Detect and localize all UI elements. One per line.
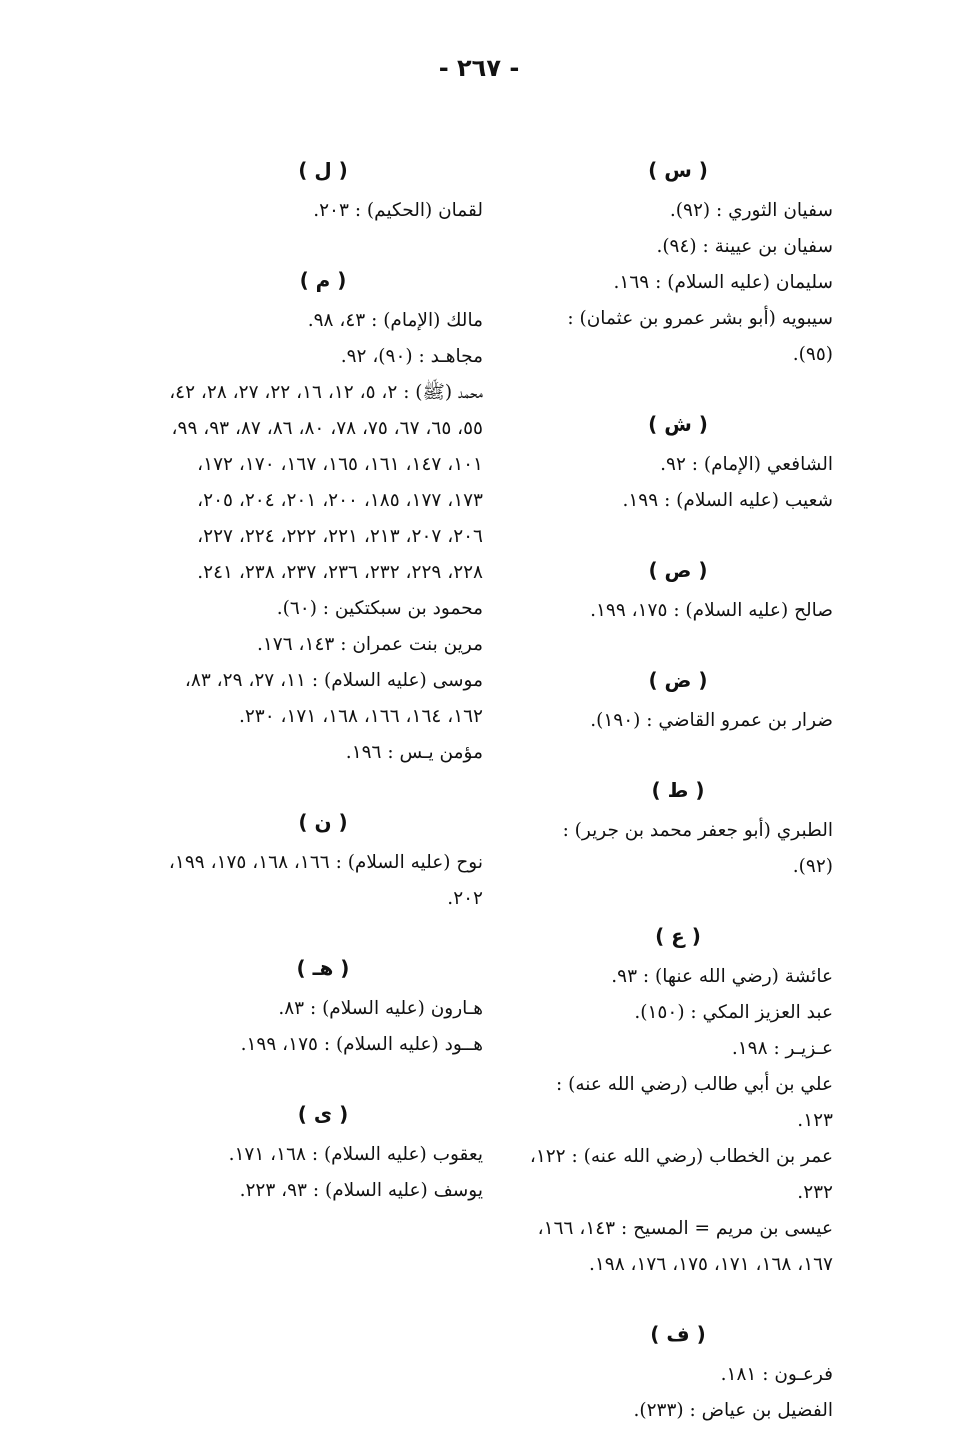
index-entry: علي بن أبي طالب (رضي الله عنه) : ١٢٣.	[556, 1074, 833, 1131]
section-letter-heading: ( ف )	[650, 1322, 706, 1346]
section-spacer	[523, 739, 833, 765]
index-section	[523, 407, 833, 519]
section-letter-heading: ( م )	[299, 268, 347, 292]
index-column-right	[523, 145, 833, 1429]
index-section	[523, 153, 833, 373]
index-section	[163, 805, 483, 917]
section-spacer	[163, 771, 483, 797]
index-entry: نوح (عليه السلام) : ١٦٦، ١٦٨، ١٧٥، ١٩٩، ٢٠٢.	[168, 852, 483, 909]
section-letter-heading: ( ض )	[648, 668, 708, 692]
index-entry: محمود بن سبكتكين : (٦٠).	[276, 598, 483, 619]
index-entry: سفيان بن عيينة : (٩٤).	[656, 236, 833, 257]
section-spacer	[163, 917, 483, 943]
index-entry: هــود (عليه السلام) : ١٧٥، ١٩٩.	[240, 1034, 483, 1055]
index-entry: سيبويه (أبو بشر عمرو بن عثمان) : (٩٥).	[567, 308, 833, 365]
index-entry: لقمان (الحكيم) : ٢٠٣.	[313, 200, 483, 221]
index-entry: شعيب (عليه السلام) : ١٩٩.	[622, 490, 833, 511]
index-entry: الشافعي (الإمام) : ٩٢.	[660, 454, 833, 475]
index-entry: ضرار بن عمرو القاضي : (١٩٠).	[590, 710, 833, 731]
index-entry: يعقوب (عليه السلام) : ١٦٨، ١٧١.	[228, 1144, 483, 1165]
index-entry: عبد العزيز المكي : (١٥٠).	[634, 1002, 833, 1023]
section-spacer	[523, 885, 833, 911]
page-number: - ٢٦٧ -	[438, 54, 520, 82]
section-spacer	[163, 229, 483, 255]
section-spacer	[523, 519, 833, 545]
index-section	[523, 773, 833, 885]
section-letter-heading: ( ى )	[297, 1102, 349, 1126]
index-entry: عائشة (رضي الله عنها) : ٩٣.	[611, 966, 833, 987]
index-section	[523, 553, 833, 629]
section-letter-heading: ( ط )	[651, 778, 705, 802]
index-section	[163, 153, 483, 229]
index-entry: هـارون (عليه السلام) : ٨٣.	[278, 998, 483, 1019]
section-spacer	[523, 373, 833, 399]
index-entry: سليمان (عليه السلام) : ١٦٩.	[613, 272, 833, 293]
index-section	[523, 663, 833, 739]
index-section	[163, 1097, 483, 1209]
index-entry: الفضيل بن عياض : (٢٣٣).	[633, 1400, 833, 1421]
section-spacer	[523, 1283, 833, 1309]
index-section	[523, 1317, 833, 1429]
index-entry: مؤمن يـس : ١٩٦.	[345, 742, 483, 763]
index-section	[163, 951, 483, 1063]
index-column-left	[163, 145, 483, 1209]
index-entry: صالح (عليه السلام) : ١٧٥، ١٩٩.	[590, 600, 833, 621]
section-letter-heading: ( ش )	[648, 412, 708, 436]
section-letter-heading: ( هـ )	[296, 956, 350, 980]
section-spacer	[163, 1063, 483, 1089]
section-letter-heading: ( س )	[648, 158, 708, 182]
index-entry: الطبري (أبو جعفر محمد بن جرير) : (٩٢).	[562, 820, 833, 877]
section-letter-heading: ( ص )	[648, 558, 708, 582]
index-entry: عـزيـر : ١٩٨.	[731, 1038, 833, 1059]
index-entry: فرعـون : ١٨١.	[720, 1364, 833, 1385]
index-entry: محمد (ﷺ) : ٢، ٥، ١٢، ١٦، ٢٢، ٢٧، ٢٨، ٤٢، ٥٥، ٦٥، ٦٧، ٧٥، ٧٨، ٨٠، ٨٦، ٨٧، ٩٣، ٩٩، ١٠١، ١٤٧، ١٦١، ١٦٥، ١٦٧، ١٧٠، ١٧٢، ١٧٣، ١٧٧، ١٨٥، ٢٠٠، ٢٠١، ٢٠٤، ٢٠٥، ٢٠٦، ٢٠٧، ٢١٣، ٢٢١، ٢٢٢، ٢٢٤، ٢٢٧، ٢٢٨، ٢٢٩، ٢٣٢، ٢٣٦، ٢٣٧، ٢٣٨، ٢٤١.	[169, 382, 483, 583]
index-entry: مجاهـد : (٩٠)، ٩٢.	[340, 346, 483, 367]
section-spacer	[523, 629, 833, 655]
index-entry: مالك (الإمام) : ٤٣، ٩٨.	[307, 310, 483, 331]
index-section	[163, 263, 483, 771]
section-letter-heading: ( ل )	[298, 158, 348, 182]
index-entry: موسى (عليه السلام) : ١١، ٢٧، ٢٩، ٨٣، ١٦٢، ١٦٤، ١٦٦، ١٦٨، ١٧١، ٢٣٠.	[184, 670, 483, 727]
section-letter-heading: ( ن )	[298, 810, 348, 834]
index-entry: عمر بن الخطاب (رضي الله عنه) : ١٢٢، ٢٣٢.	[529, 1146, 833, 1203]
index-entry: يوسف (عليه السلام) : ٩٣، ٢٢٣.	[239, 1180, 483, 1201]
index-entry: مرين بنت عمران : ١٤٣، ١٧٦.	[256, 634, 483, 655]
index-entry: سفيان الثوري : (٩٢).	[669, 200, 833, 221]
section-letter-heading: ( ع )	[655, 924, 701, 948]
index-entry: عيسى بن مريم = المسيح : ١٤٣، ١٦٦، ١٦٧، ١٦٨، ١٧١، ١٧٥، ١٧٦، ١٩٨.	[537, 1218, 833, 1275]
index-section	[523, 919, 833, 1283]
